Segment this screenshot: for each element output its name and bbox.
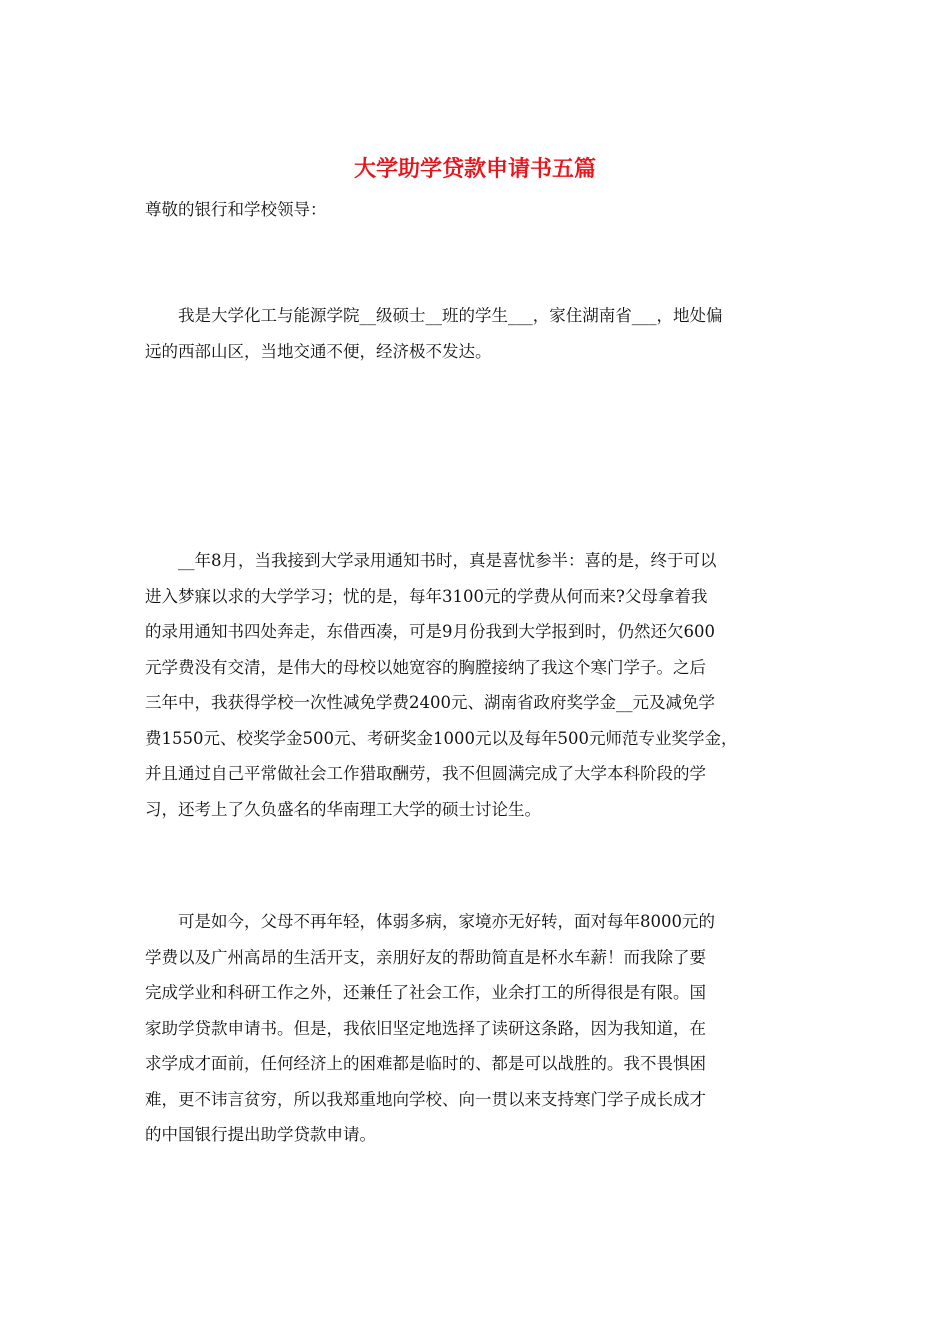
paragraph-1 xyxy=(145,298,810,369)
paragraph-line: 的录用通知书四处奔走，东借西凑，可是9月份我到大学报到时，仍然还欠600 xyxy=(145,622,715,641)
paragraph-line: 远的西部山区，当地交通不便，经济极不发达。 xyxy=(145,341,492,361)
paragraph-line: 我是大学化工与能源学院__级硕士__班的学生___，家住湖南省___，地处偏 xyxy=(145,306,723,325)
paragraph-line: 的中国银行提出助学贷款申请。 xyxy=(145,1125,376,1144)
paragraph-line: 家助学贷款申请书。但是，我依旧坚定地选择了读研这条路，因为我知道，在 xyxy=(145,1018,706,1038)
paragraph-line: 费1550元、校奖学金500元、考研奖金1000元以及每年500元师范专业奖学金， xyxy=(145,728,738,748)
paragraph-line: 难，更不讳言贫穷，所以我郑重地向学校、向一贯以来支持寒门学子成长成才 xyxy=(145,1089,706,1109)
paragraph-line: 习，还考上了久负盛名的华南理工大学的硕士讨论生。 xyxy=(145,799,541,819)
paragraph-line: 求学成才面前，任何经济上的困难都是临时的、都是可以战胜的。我不畏惧困 xyxy=(145,1054,706,1073)
paragraph-line: 可是如今，父母不再年轻，体弱多病，家境亦无好转，面对每年8000元的 xyxy=(145,912,715,931)
paragraph-line: 元学费没有交清，是伟大的母校以她宽容的胸膛接纳了我这个寒门学子。之后 xyxy=(145,657,706,677)
paragraph-line: 并且通过自己平常做社会工作猎取酬劳，我不但圆满完成了大学本科阶段的学 xyxy=(145,764,706,783)
paragraph-line: 进入梦寐以求的大学学习；忧的是，每年3100元的学费从何而来?父母拿着我 xyxy=(145,586,708,606)
document-title: 大学助学贷款申请书五篇 xyxy=(353,157,596,182)
paragraph-line: __年8月，当我接到大学录用通知书时，真是喜忧参半：喜的是，终于可以 xyxy=(145,551,717,570)
paragraph-line: 三年中，我获得学校一次性减免学费2400元、湖南省政府奖学金__元及减免学 xyxy=(145,693,715,712)
paragraph-2 xyxy=(145,543,810,827)
paragraph-line: 学费以及广州高昂的生活开支，亲朋好友的帮助简直是杯水车薪！而我除了要 xyxy=(145,947,706,967)
paragraph-line: 完成学业和科研工作之外，还兼任了社会工作，业余打工的所得很是有限。国 xyxy=(145,983,706,1002)
greeting-line: 尊敬的银行和学校领导： xyxy=(145,200,327,219)
paragraph-3 xyxy=(145,904,810,1153)
